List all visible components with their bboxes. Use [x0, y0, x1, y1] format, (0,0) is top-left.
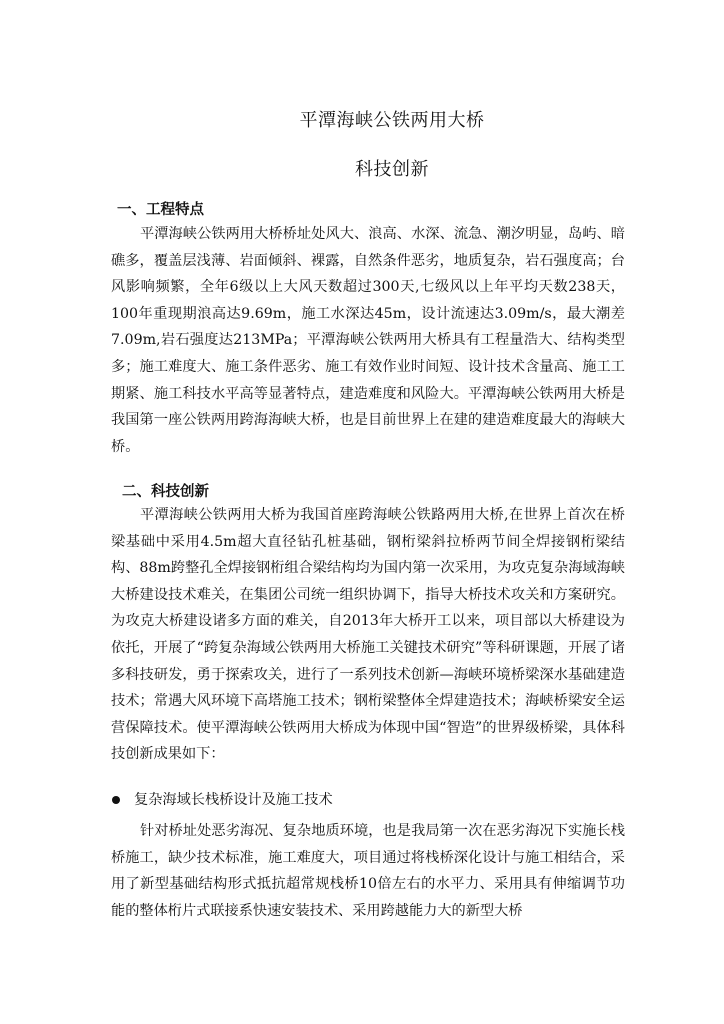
bullet-paragraph: 针对桥址处恶劣海况、复杂地质环境，也是我局第一次在恶劣海况下实施长栈桥施工，缺少技术标准，施工难度大，项目通过将栈桥深化设计与施工相结合，采用了新型基础结构形式抵抗超常规栈桥10倍左右的水平力、采用具有伸缩调节功能的整体桁片式联接系快速安装技术、采用跨越能力大的新型大桥	[111, 823, 625, 919]
bullet-item	[111, 790, 333, 810]
section-paragraph-innovation: 平潭海峡公铁两用大桥为我国首座跨海峡公铁路两用大桥,在世界上首次在桥梁基础中采用4.5m超大直径钻孔桩基础，钢桁梁斜拉桥两节间全焊接钢桁梁结构、88m跨整孔全焊接钢桁组合梁结构均为国内第一次采用，为攻克复杂海域海峡大桥建设技术难关，在集团公司统一组织协调下，指导大桥技术攻关和方案研究。为攻克大桥建设诸多方面的难关，自2013年大桥开工以来，项目部以大桥建设为依托，开展了“跨复杂海域公铁两用大桥施工关键技术研究”等科研课题，开展了诸多科技研发，勇于探索攻关，进行了一系列技术创新—海峡环境桥梁深水基础建造技术；常遇大风环境下高塔施工技术；钢桁梁整体全焊建造技术；海峡桥梁安全运营保障技术。使平潭海峡公铁两用大桥成为体现中国“智造”的世界级桥梁，具体科技创新成果如下：	[111, 507, 625, 763]
section-paragraph-features: 平潭海峡公铁两用大桥桥址处风大、浪高、水深、流急、潮汐明显，岛屿、暗礁多，覆盖层浅薄、岩面倾斜、裸露，自然条件恶劣，地质复杂，岩石强度高；台风影响频繁，全年6级以上大风天数超过300天,七级风以上年平均天数238天，100年重现期浪高达9.69m，施工水深达45m，设计流速达3.09m/s，最大潮差7.09m,岩石强度达213MPa；平潭海峡公铁两用大桥具有工程量浩大、结构类型多；施工难度大、施工条件恶劣、施工有效作业时间短、设计技术含量高、施工工期紧、施工科技水平高等显著特点，建造难度和风险大。平潭海峡公铁两用大桥是我国第一座公铁两用跨海海峡大桥，也是目前世界上在建的建造难度最大的海峡大桥。	[111, 226, 625, 455]
bullet-dot-icon	[112, 796, 120, 804]
bullet-label: 复杂海域长栈桥设计及施工技术	[134, 792, 333, 808]
document-subtitle: 科技创新	[355, 159, 429, 180]
section-heading-features: 一、工程特点	[117, 202, 204, 218]
section-heading-innovation: 二、科技创新	[122, 484, 209, 500]
document-title: 平潭海峡公铁两用大桥	[299, 110, 485, 131]
